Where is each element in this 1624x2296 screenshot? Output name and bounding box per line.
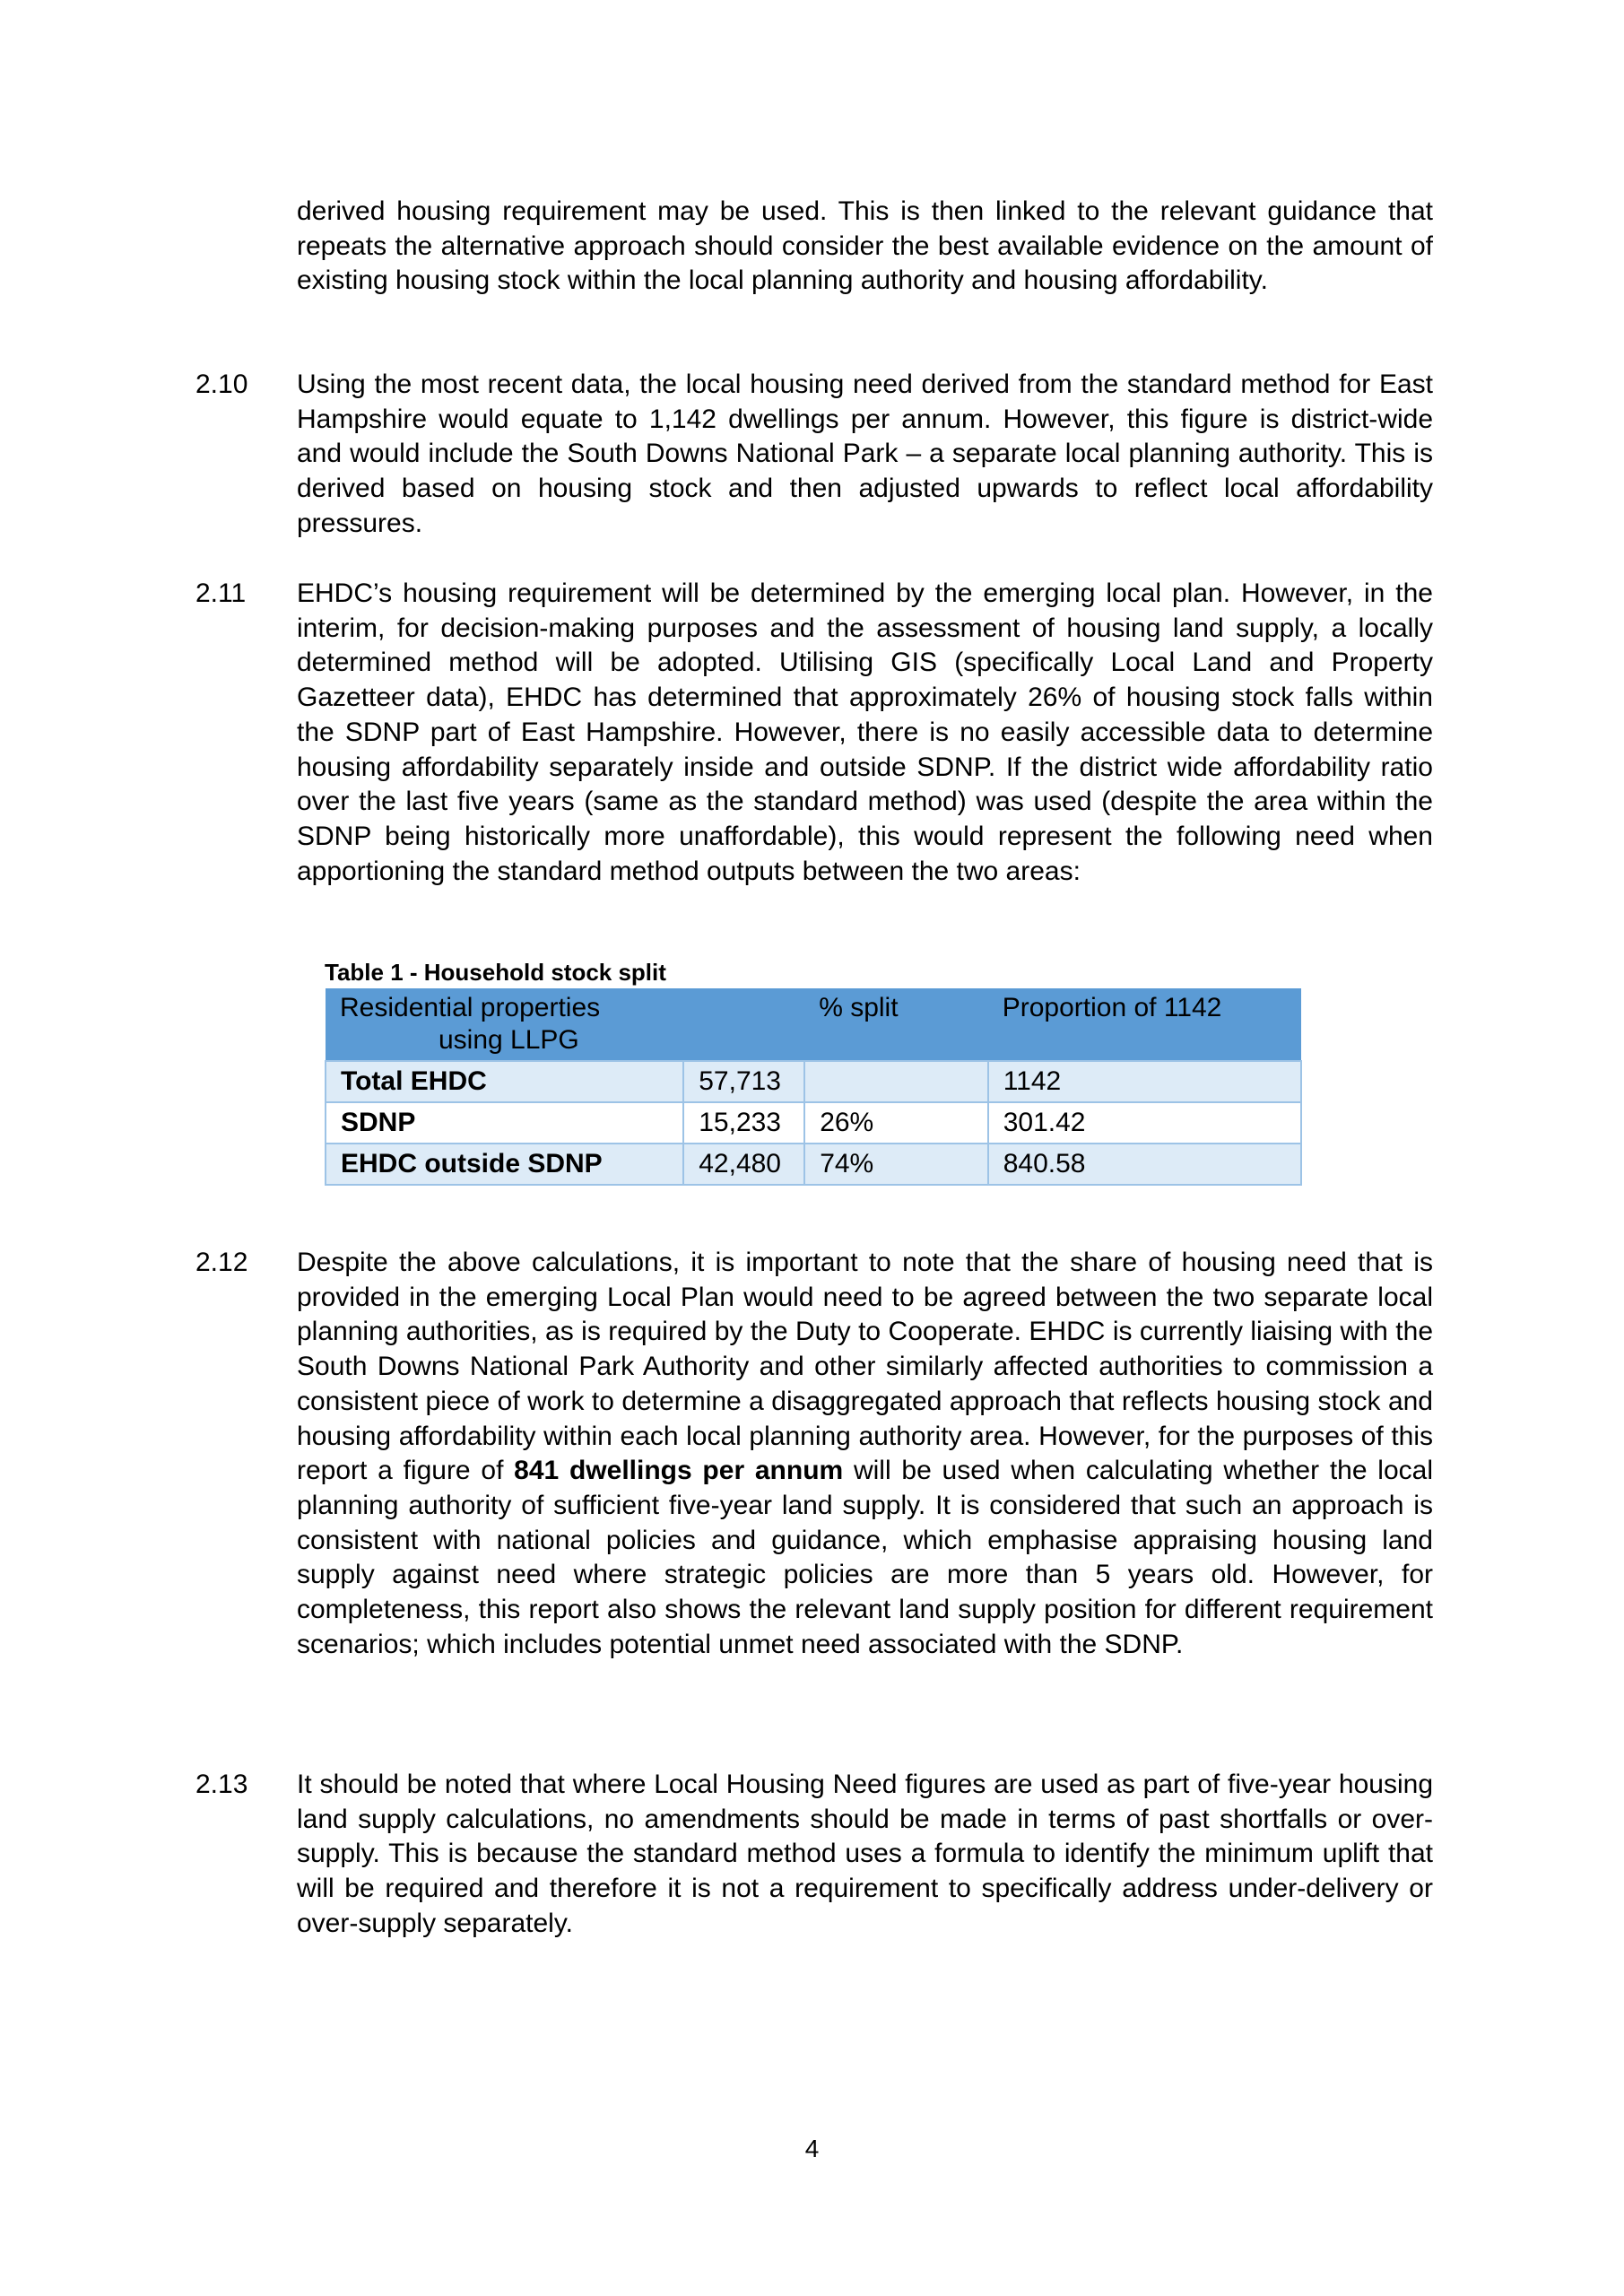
- row-proportion: 840.58: [988, 1144, 1301, 1185]
- table-row: [326, 1061, 1301, 1102]
- row-split: 74%: [804, 1144, 988, 1185]
- paragraph-number-2-13: 2.13: [195, 1770, 248, 1799]
- row-properties: 15,233: [683, 1102, 804, 1144]
- household-stock-table: [325, 988, 1302, 1186]
- paragraph-2-13: It should be noted that where Local Housing Need figures are used as part of five-year housing land supply calculations, no amendments should be made in terms of past shortfalls or over-supply. This is because the standard method uses a formula to identify the minimum uplift that will be required and therefore it is not a requirement to specifically address under-delivery or over-supply separately.: [297, 1770, 1433, 1938]
- paragraph-2-10: Using the most recent data, the local housing need derived from the standard method for East Hampshire would equate to 1,142 dwellings per annum. However, this figure is district-wide and would include the South Downs National Park – a separate local planning authority. This is derived based on housing stock and then adjusted upwards to reflect local affordability pressures.: [297, 370, 1433, 538]
- row-proportion: 1142: [988, 1061, 1301, 1102]
- paragraph-2-11: EHDC’s housing requirement will be determined by the emerging local plan. However, in the interim, for decision-making purposes and the assessment of housing land supply, a locally determined method will be adopted. Utilising GIS (specifically Local Land and Property Gazetteer data), EHDC has determined that approximately 26% of housing stock falls within the SDNP part of East Hampshire. However, there is no easily accessible data to determine housing affordability separately inside and outside SDNP. If the district wide affordability ratio over the last five years (same as the standard method) was used (despite the area within the SDNP being historically more unaffordable), this would represent the following need when apportioning the standard method outputs between the two areas:: [297, 578, 1433, 886]
- paragraph-2-12-bold: 841 dwellings per annum: [514, 1456, 844, 1486]
- header-col1-line1: Residential properties: [340, 993, 601, 1022]
- paragraph-number-2-12: 2.12: [195, 1248, 248, 1277]
- intro-paragraph: derived housing requirement may be used. This is then linked to the relevant guidance that repeats the alternative approach should consider the best available evidence on the amount of existing housing stock within the local planning authority and housing affordability.: [297, 196, 1433, 296]
- paragraph-number-2-10: 2.10: [195, 370, 248, 399]
- header-proportion: Proportion of 1142: [988, 988, 1301, 1061]
- paragraph-number-2-11: 2.11: [195, 578, 247, 608]
- row-properties: 42,480: [683, 1144, 804, 1185]
- header-split: % split: [804, 988, 988, 1061]
- row-properties: 57,713: [683, 1061, 804, 1102]
- header-col2: [683, 988, 804, 1061]
- row-proportion: 301.42: [988, 1102, 1301, 1144]
- row-split: [804, 1061, 988, 1102]
- paragraph-2-12-text-before: Despite the above calculations, it is important to note that the share of housing need that is provided in the emerging Local Plan would need to be agreed between the two separate local planning authorities, as is required by the Duty to Cooperate. EHDC is currently liaising with the South Downs National Park Authority and other similarly affected authorities to commission a consistent piece of work to determine a disaggregated approach that reflects housing stock and housing affordability within each local planning authority area. However, for the purposes of this report a figure of: [297, 1248, 1433, 1486]
- table-row: [326, 1102, 1301, 1144]
- row-label: EHDC outside SDNP: [326, 1144, 683, 1185]
- paragraph-2-12: [297, 1246, 1433, 1662]
- header-col1-line2: using LLPG: [439, 1025, 579, 1055]
- table-caption: Table 1 - Household stock split: [325, 959, 666, 986]
- header-residential-properties: [326, 988, 683, 1061]
- table-row: [326, 1144, 1301, 1185]
- paragraph-2-12-text-after: will be used when calculating whether the local planning authority of sufficient five-year land supply. It is considered that such an approach is consistent with national policies and guidance, which emphasise appraising housing land supply against need where strategic policies are more than 5 years old. However, for completeness, this report also shows the relevant land supply position for different requirement scenarios; which includes potential unmet need associated with the SDNP.: [297, 1456, 1433, 1659]
- row-label: Total EHDC: [326, 1061, 683, 1102]
- row-label: SDNP: [326, 1102, 683, 1144]
- table-header-row: [326, 988, 1301, 1061]
- row-split: 26%: [804, 1102, 988, 1144]
- page-number: 4: [804, 2135, 820, 2162]
